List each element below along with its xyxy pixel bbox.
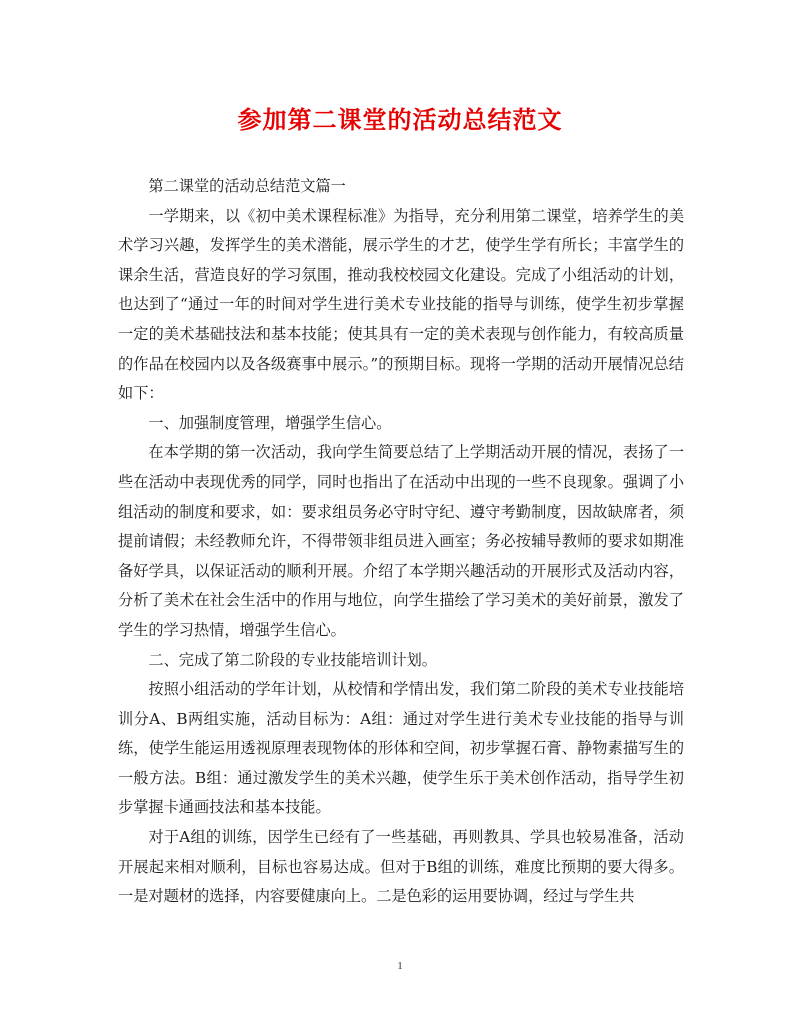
paragraph-group-training: 对于A组的训练，因学生已经有了一些基础，再则教具、学具也较易准备，活动开展起来相对顺利，目标也容易达成。但对于B组的训练，难度比预期的要大得多。一是对题材的选择，内容要健康向上。二是色彩的运用要协调，经过与学生共: [118, 828, 684, 906]
section-heading-1: 第二课堂的活动总结范文篇一: [148, 177, 346, 195]
document-body: [118, 172, 684, 912]
paragraph-training-plan: 按照小组活动的学年计划，从校情和学情出发，我们第二阶段的美术专业技能培训分A、B两组实施，活动目标为：A组：通过对学生进行美术专业技能的指导与训练，使学生能运用透视原理表现物体的形体和空间，初步掌握石膏、静物素描写生的一般方法。B组：通过激发学生的美术兴趣，使学生乐于美术创作活动，指导学生初步掌握卡通画技法和基本技能。: [118, 680, 684, 817]
paragraph-management: 在本学期的第一次活动，我向学生简要总结了上学期活动开展的情况，表扬了一些在活动中表现优秀的同学，同时也指出了在活动中出现的一些不良现象。强调了小组活动的制度和要求，如：要求组员务必守时守纪、遵守考勤制度，因故缺席者，须提前请假；未经教师允许，不得带领非组员进入画室；务必按辅导教师的要求如期准备好学具，以保证活动的顺利开展。介绍了本学期兴趣活动的开展形式及活动内容，分析了美术在社会生活中的作用与地位，向学生描绘了学习美术的美好前景，激发了学生的学习热情，增强学生信心。: [118, 443, 684, 639]
section-heading-2: 一、加强制度管理，增强学生信心。: [148, 413, 392, 432]
document-title: 参加第二课堂的活动总结范文: [237, 105, 563, 134]
paragraph-intro: 一学期来，以《初中美术课程标准》为指导，充分利用第二课堂，培养学生的美术学习兴趣，发挥学生的美术潜能，展示学生的才艺，使学生学有所长；丰富学生的课余生活，营造良好的学习氛围，推动我校校园文化建设。完成了小组活动的计划，也达到了“通过一年的时间对学生进行美术专业技能的指导与训练，使学生初步掌握一定的美术基础技法和基本技能；使其具有一定的美术表现与创作能力，有较高质量的作品在校园内以及各级赛事中展示。”的预期目标。现将一学期的活动开展情况总结如下：: [118, 206, 684, 403]
section-heading-3: 二、完成了第二阶段的专业技能培训计划。: [148, 650, 437, 669]
page-number: 1: [397, 960, 403, 972]
